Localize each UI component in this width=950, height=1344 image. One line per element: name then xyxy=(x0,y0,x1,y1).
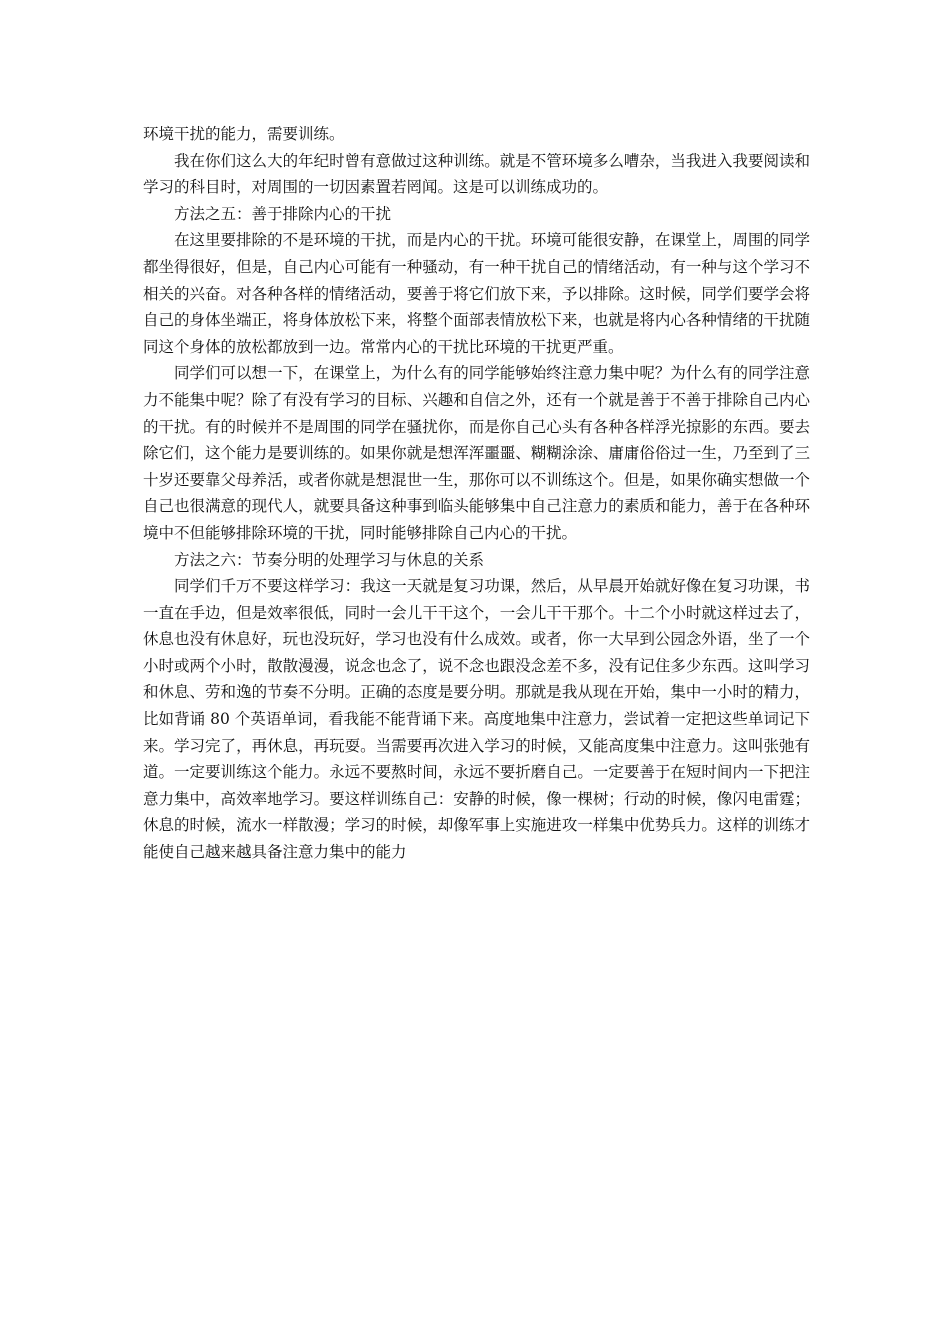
paragraph-study-rest-rhythm: 同学们千万不要这样学习：我这一天就是复习功课，然后，从早晨开始就好像在复习功课，书一直在手边，但是效率很低，同时一会儿干干这个，一会儿干干那个。十二个小时就这样过去了，休息也没有休息好，玩也没玩好，学习也没有什么成效。或者，你一大早到公园念外语，坐了一个小时或两个小时，散散漫漫，说念也念了，说不念也跟没念差不多，没有记住多少东西。这叫学习和休息、劳和逸的节奏不分明。正确的态度是要分明。那就是我从现在开始，集中一小时的精力，比如背诵 80 个英语单词，看我能不能背诵下来。高度地集中注意力，尝试着一定把这些单词记下来。学习完了，再休息，再玩耍。当需要再次进入学习的时候，又能高度集中注意力。这叫张弛有道。一定要训练这个能力。永远不要熬时间，永远不要折磨自己。一定要善于在短时间内一下把注意力集中，高效率地学习。要这样训练自己：安静的时候，像一棵树；行动的时候，像闪电雷霆；休息的时候，流水一样散漫；学习的时候，却像军事上实施进攻一样集中优势兵力。这样的训练才能使自己越来越具备注意力集中的能力 xyxy=(143,577,810,862)
heading-method-six: 方法之六：节奏分明的处理学习与休息的关系 xyxy=(174,550,485,569)
paragraph-class-attention: 同学们可以想一下，在课堂上，为什么有的同学能够始终注意力集中呢？为什么有的同学注意力不能集中呢？除了有没有学习的目标、兴趣和自信之外，还有一个就是善于不善于排除自己内心的干扰。有的时候并不是周围的同学在骚扰你，而是你自己心头有各种各样浮光掠影的东西。要去除它们，这个能力是要训练的。如果你就是想浑浑噩噩、糊糊涂涂、庸庸俗俗过一生，乃至到了三十岁还要靠父母养活，或者你就是想混世一生，那你可以不训练这个。但是，如果你确实想做一个自己也很满意的现代人，就要具备这种事到临头能够集中自己注意力的素质和能力，善于在各种环境中不但能够排除环境的干扰，同时能够排除自己内心的干扰。 xyxy=(143,364,810,542)
heading-method-five: 方法之五：善于排除内心的干扰 xyxy=(174,204,392,223)
document-body xyxy=(143,121,810,866)
paragraph-continuation: 环境干扰的能力，需要训练。 xyxy=(143,125,345,143)
paragraph-inner-interference: 在这里要排除的不是环境的干扰，而是内心的干扰。环境可能很安静，在课堂上，周围的同学都坐得很好，但是，自己内心可能有一种骚动，有一种干扰自己的情绪活动，有一种与这个学习不相关的兴奋。对各种各样的情绪活动，要善于将它们放下来，予以排除。这时候，同学们要学会将自己的身体坐端正，将身体放松下来，将整个面部表情放松下来，也就是将内心各种情绪的干扰随同这个身体的放松都放到一边。常常内心的干扰比环境的干扰更严重。 xyxy=(143,231,810,356)
paragraph-personal-training: 我在你们这么大的年纪时曾有意做过这种训练。就是不管环境多么嘈杂，当我进入我要阅读和学习的科目时，对周围的一切因素置若罔闻。这是可以训练成功的。 xyxy=(143,151,810,197)
